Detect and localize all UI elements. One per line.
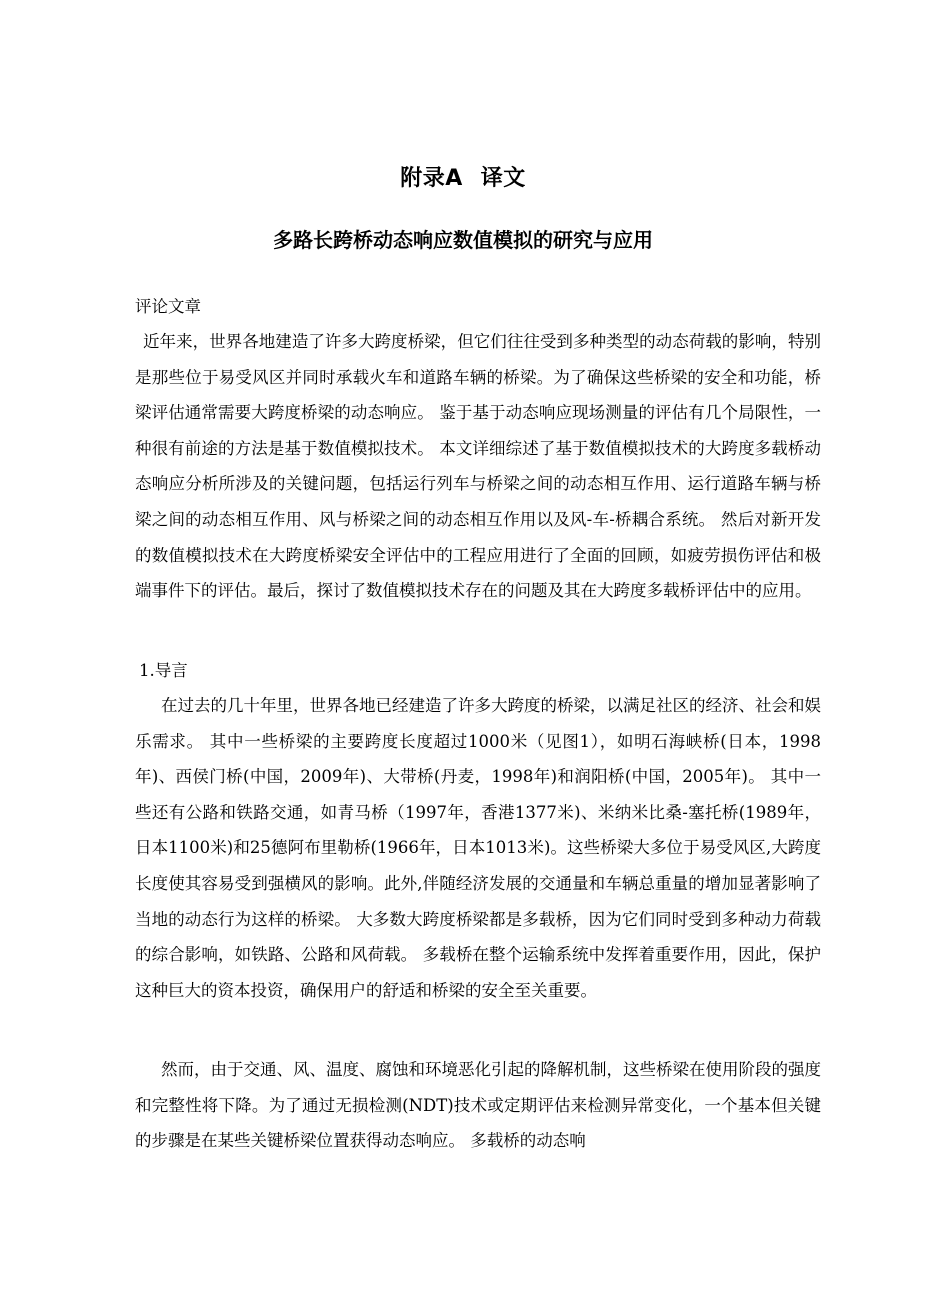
abstract-paragraph: 近年来，世界各地建造了许多大跨度桥梁，但它们往往受到多种类型的动态荷载的影响，特别是那些位于易受风区并同时承载火车和道路车辆的桥梁。为了确保这些桥梁的安全和功能，桥梁评估通常需要大跨度桥梁的动态响应。 鉴于基于动态响应现场测量的评估有几个局限性，一种很有前途的方法是基于数值模拟技术。 本文详细综述了基于数值模拟技术的大跨度多载桥动态响应分析所涉及的关键问题，包括运行列车与桥梁之间的动态相互作用、运行道路车辆与桥梁之间的动态相互作用、风与桥梁之间的动态相互作用以及风-车-桥耦合系统。 然后对新开发的数值模拟技术在大跨度桥梁安全评估中的工程应用进行了全面的回顾，如疲劳损伤评估和极端事件下的评估。最后，探讨了数值模拟技术存在的问题及其在大跨度多载桥评估中的应用。	[135, 332, 821, 601]
section-label: 评论文章	[135, 297, 201, 316]
section-heading: 1.导言	[139, 661, 188, 680]
intro-paragraph-2: 然而，由于交通、风、温度、腐蚀和环境恶化引起的降解机制，这些桥梁在使用阶段的强度和完整性将下降。为了通过无损检测(NDT)技术或定期评估来检测异常变化，一个基本但关键的步骤是在某些关键桥梁位置获得动态响应。 多载桥的动态响	[135, 1060, 821, 1151]
appendix-label: 附录A	[400, 166, 463, 191]
appendix-title	[0, 163, 926, 195]
paper-title: 多路长跨桥动态响应数值模拟的研究与应用	[273, 228, 653, 252]
intro-paragraph-1: 在过去的几十年里，世界各地已经建造了许多大跨度的桥梁，以满足社区的经济、社会和娱乐需求。 其中一些桥梁的主要跨度长度超过1000米（见图1），如明石海峡桥(日本，1998年)、西侯门桥(中国，2009年)、大带桥(丹麦，1998年)和润阳桥(中国，2005年)。 其中一些还有公路和铁路交通，如青马桥（1997年，香港1377米)、米纳米比桑-塞托桥(1989年，日本1100米)和25德阿布里勒桥(1966年，日本1013米)。这些桥梁大多位于易受风区,大跨度长度使其容易受到强横风的影响。此外,伴随经济发展的交通量和车辆总重量的增加显著影响了当地的动态行为这样的桥梁。 大多数大跨度桥梁都是多载桥，因为它们同时受到多种动力荷载的综合影响，如铁路、公路和风荷载。 多载桥在整个运输系统中发挥着重要作用，因此，保护这种巨大的资本投资，确保用户的舒适和桥梁的安全至关重要。	[135, 696, 821, 1000]
appendix-sub: 译文	[480, 166, 526, 191]
